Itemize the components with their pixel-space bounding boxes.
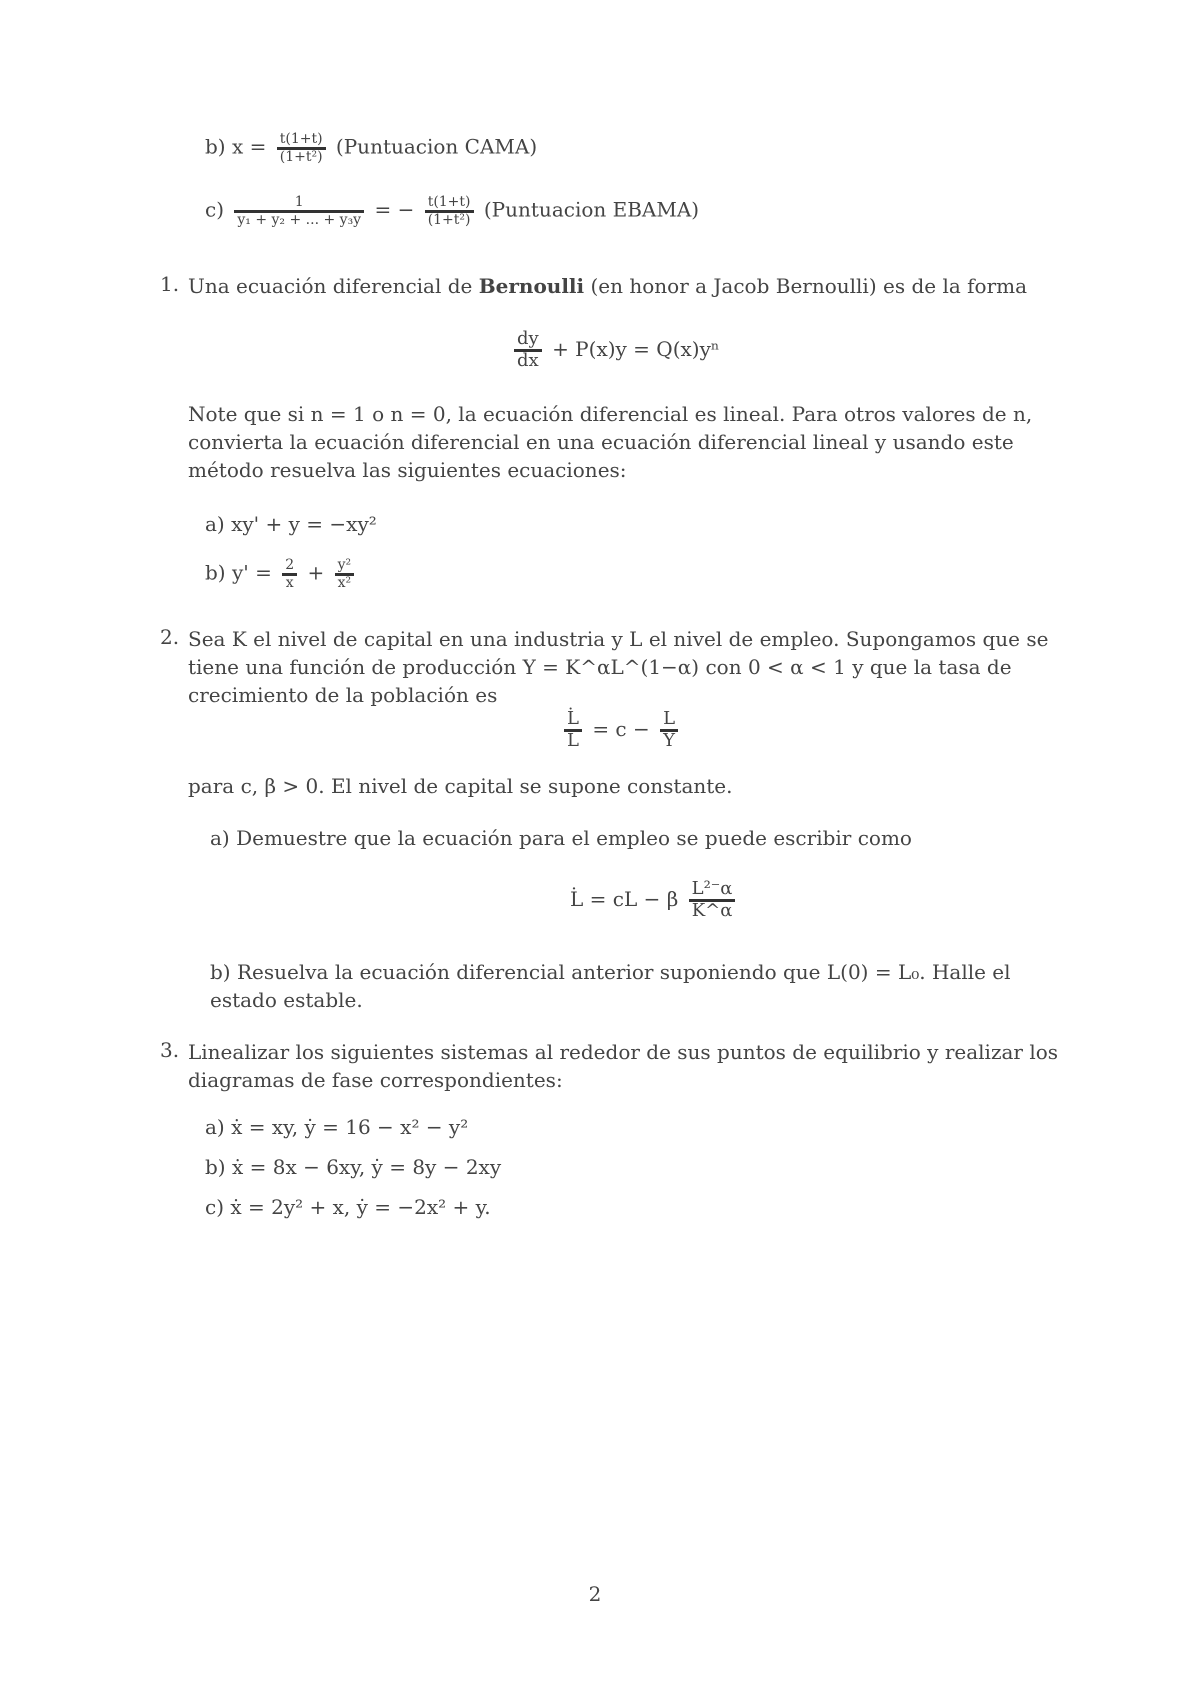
item-c-label: c): [205, 197, 225, 222]
problem-2-a: a) Demuestre que la ecuación para el empleo se puede escribir como: [210, 826, 912, 850]
item-c: [205, 195, 699, 227]
item-b: [205, 132, 537, 164]
problem-1-eq-den: dx: [517, 349, 539, 371]
item-b-label: b): [205, 134, 226, 159]
problem-1-b-plus: +: [307, 560, 325, 585]
problem-1-equation: [510, 330, 720, 371]
problem-2-body: Sea K el nivel de capital en una industria y L el nivel de empleo. Supongamos que se tiene una función de producción Y = K^αL^(1−α) con 0 < α < 1 y que la tasa de crecimiento de la población es: [188, 627, 1049, 707]
problem-1-intro-start: Una ecuación diferencial de: [188, 274, 479, 298]
item-c-mid: = −: [374, 197, 415, 222]
problem-1-b-frac1-den: x: [285, 574, 294, 591]
problem-1-b: [205, 558, 358, 590]
problem-1-eq-rest: + P(x)y = Q(x)yⁿ: [552, 336, 720, 361]
item-c-fraction-2: [425, 195, 474, 227]
problem-3-c: c) ẋ = 2y² + x, ẏ = −2x² + y.: [205, 1195, 491, 1219]
problem-2-after: para c, β > 0. El nivel de capital se supone constante.: [188, 774, 733, 798]
item-b-num: t(1+t): [277, 132, 326, 150]
problem-3-a: a) ẋ = xy, ẏ = 16 − x² − y²: [205, 1115, 469, 1139]
problem-2-eq-num1: L̇: [564, 710, 582, 732]
problem-1-intro: [188, 272, 1068, 300]
problem-2-a-eq-num: L²⁻α: [689, 880, 736, 902]
problem-3-number: 3.: [160, 1038, 180, 1062]
problem-2-a-equation: [570, 880, 739, 921]
item-c-num2: t(1+t): [425, 195, 474, 213]
problem-2-a-eq-frac: [689, 880, 736, 921]
problem-2-equation: [560, 710, 682, 751]
item-b-tag: (Puntuacion CAMA): [335, 134, 538, 159]
problem-2-eq-den1: L: [567, 729, 579, 751]
problem-1-eq-fraction: [514, 330, 542, 371]
item-b-den: (1+t²): [279, 148, 323, 165]
problem-2-eq-den2: Y: [663, 729, 676, 751]
item-c-num1: 1: [234, 195, 364, 213]
problem-1-b-frac2: [335, 558, 355, 590]
problem-1-eq-num: dy: [514, 330, 542, 352]
problem-3-b: b) ẋ = 8x − 6xy, ẏ = 8y − 2xy: [205, 1155, 502, 1179]
problem-1-intro-bold: Bernoulli: [478, 274, 585, 298]
item-b-lhs: x =: [231, 134, 267, 159]
item-c-den2: (1+t²): [427, 211, 471, 228]
problem-1-body: Note que si n = 1 o n = 0, la ecuación diferencial es lineal. Para otros valores de n, convierta la ecuación diferencial en una ecuación diferencial lineal y usando este método resuelva las siguientes ecuaciones:: [188, 402, 1033, 482]
problem-1-b-frac1: [282, 558, 297, 590]
item-b-fraction: [277, 132, 326, 164]
item-c-den1: y₁ + y₂ + ... + y₃y: [237, 211, 362, 228]
problem-2-eq-mid: = c −: [592, 716, 650, 741]
problem-2-a-eq-den: K^α: [691, 899, 733, 921]
problem-1-number: 1.: [160, 272, 180, 296]
problem-1-intro-end: (en honor a Jacob Bernoulli) es de la forma: [584, 274, 1028, 298]
problem-2-b: b) Resuelva la ecuación diferencial anterior suponiendo que L(0) = L₀. Halle el estado estable.: [210, 960, 1011, 1012]
problem-2-eq-num2: L: [660, 710, 678, 732]
problem-2-a-eq-lhs: L̇ = cL − β: [570, 886, 679, 911]
item-c-fraction-1: [234, 195, 364, 227]
item-c-tag: (Puntuacion EBAMA): [483, 197, 700, 222]
problem-3-body: Linealizar los siguientes sistemas al rededor de sus puntos de equilibrio y realizar los diagramas de fase correspondientes:: [188, 1040, 1059, 1092]
problem-1-a: a) xy' + y = −xy²: [205, 512, 377, 536]
problem-2-eq-frac1: [564, 710, 582, 751]
problem-2-eq-frac2: [660, 710, 678, 751]
problem-1-b-label: b) y' =: [205, 560, 272, 585]
problem-1-b-frac1-num: 2: [282, 558, 297, 576]
problem-2-number: 2.: [160, 625, 180, 649]
problem-1-b-frac2-den: x²: [337, 574, 352, 591]
problem-1-b-frac2-num: y²: [335, 558, 355, 576]
page-number: 2: [588, 1582, 602, 1606]
